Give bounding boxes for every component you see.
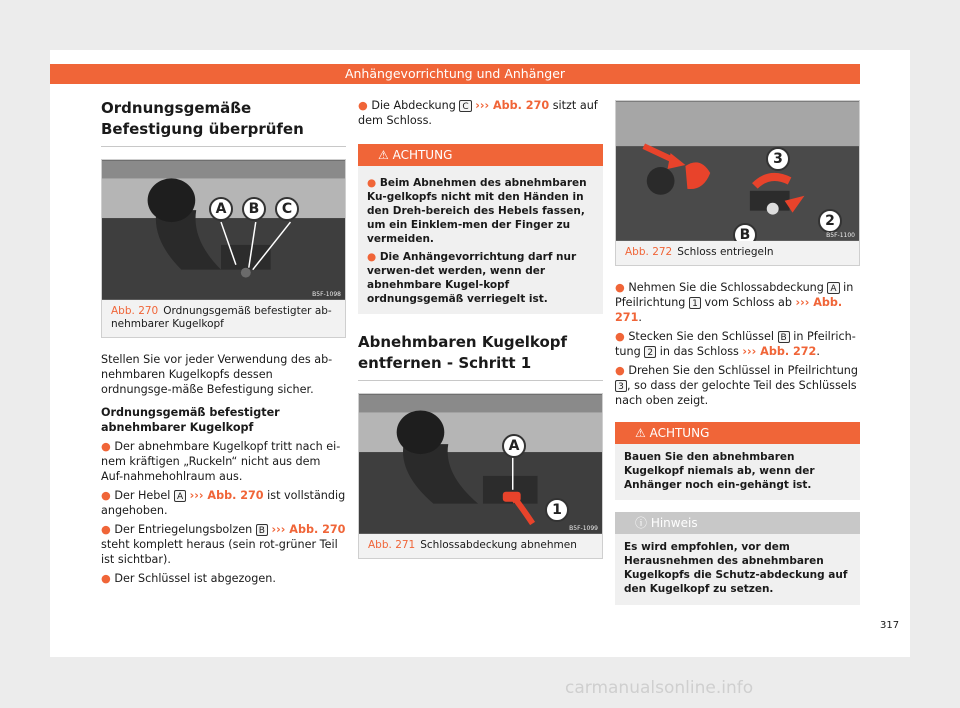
list-item-text: in das Schloss (659, 345, 739, 358)
bullet-icon: ● (101, 440, 115, 453)
divider (358, 380, 603, 381)
figure-code: B5F-1099 (569, 525, 598, 532)
figure-image (102, 160, 345, 300)
key-label: A (174, 490, 186, 502)
warning-box (615, 422, 860, 500)
arrow-icon: ››› (795, 296, 810, 309)
figure-272 (615, 100, 860, 266)
column-3 (615, 100, 860, 605)
figure-link-text: Abb. 272 (760, 345, 817, 358)
list-item (101, 488, 346, 518)
list-item-text: Stecken Sie den Schlüssel (628, 330, 774, 343)
list-item-text: Nehmen Sie die Schlossabdeckung (628, 281, 824, 294)
key-label: 2 (644, 346, 656, 358)
bullet-icon: ● (358, 99, 372, 112)
warning-header (615, 422, 860, 444)
list-item: ● Nehmen Sie die Schlossabdeckung A in Pfeilrichtung 1 vom Schloss ab ››› Abb. 271. (615, 281, 854, 324)
subheading: Ordnungsgemäß befestigter abnehmbarer Kugelkopf (101, 406, 280, 434)
list-item-text: steht komplett heraus (sein rot-grüner Teil ist sichtbar). (101, 538, 338, 566)
list-item-text: in Pfeilrichtung (615, 281, 854, 309)
callout-3: 3 (766, 147, 790, 171)
figure-271 (358, 393, 603, 559)
key-label: A (827, 282, 839, 294)
bullet-icon: ● (101, 523, 115, 536)
list-item-text: vom Schloss ab (704, 296, 792, 309)
figure-link[interactable] (190, 489, 264, 502)
bullet-icon: ● (367, 177, 380, 189)
key-label: 1 (689, 297, 701, 309)
figure-270 (101, 159, 346, 338)
figure-link-text: Abb. 270 (289, 523, 346, 536)
figure-caption (616, 241, 859, 265)
column-1 (101, 98, 346, 586)
chapter-banner: Anhängevorrichtung und Anhänger (50, 64, 860, 84)
figure-caption (359, 534, 602, 558)
warning-item (367, 176, 594, 246)
callout-a: A (209, 197, 233, 221)
towbar-illustration (102, 160, 345, 300)
list-item-text: Der Hebel (114, 489, 171, 502)
callout-b: B (242, 197, 266, 221)
bullet-icon: ● (615, 281, 629, 294)
section-title: Abnehmbaren Kugelkopf entfernen - Schritt 1 (358, 333, 568, 372)
figure-number: Abb. 271 (368, 539, 416, 551)
warning-body: Bauen Sie den abnehmbaren Kugelkopf niemals ab, wenn der Anhänger noch ein-gehängt ist. (624, 451, 815, 491)
list-item-text: Der Entriegelungsbolzen (114, 523, 253, 536)
bullet-icon: ● (615, 364, 629, 377)
bullet-icon: ● (101, 489, 115, 502)
list-item-text: Der Schlüssel ist abgezogen. (114, 572, 276, 585)
figure-link-text: Abb. 270 (207, 489, 264, 502)
list-item-text: Drehen Sie den Schlüssel in Pfeilrichtung (628, 364, 858, 377)
list-item: ● Stecken Sie den Schlüssel B in Pfeilrich-tung 2 in das Schloss ››› Abb. 272. (615, 330, 856, 358)
figure-code: B5F-1098 (312, 291, 341, 298)
info-icon: ⓘ (635, 516, 651, 530)
note-title: Hinweis (650, 516, 698, 530)
callout-1: 1 (545, 498, 569, 522)
note-box (615, 512, 860, 605)
key-label: B (256, 524, 268, 536)
callout-b: B (733, 223, 757, 241)
warning-title: ACHTUNG (392, 148, 453, 162)
watermark: carmanualsonline.info (565, 678, 754, 698)
page-number: 317 (880, 620, 900, 631)
list-item-text: sitzt auf dem Schloss. (358, 99, 598, 127)
warning-triangle-icon: ⚠ (635, 426, 650, 440)
arrow-icon: ››› (189, 489, 204, 502)
figure-number: Abb. 270 (111, 305, 159, 317)
list-item (615, 363, 860, 408)
section-title: Ordnungsgemäße Befestigung überprüfen (101, 99, 304, 138)
callout-a: A (502, 434, 526, 458)
figure-image (616, 101, 859, 241)
list-item (101, 522, 346, 567)
arrow-icon: ››› (742, 345, 757, 358)
warning-item (367, 250, 594, 306)
column-2 (358, 98, 603, 559)
warning-text: Die Anhängevorrichtung darf nur verwen-det werden, wenn der abnehmbare Kugel-kopf ordnungsgemäß verriegelt ist. (367, 251, 577, 305)
arrow-icon: ››› (271, 523, 286, 536)
list-item (358, 98, 603, 128)
figure-link-text: Abb. 270 (492, 99, 550, 112)
key-label: B (778, 331, 790, 343)
note-body: Es wird empfohlen, vor dem Herausnehmen des abnehmbaren Kugelkopfs die Schutz-abdeckung auf den Kugelkopf zu setzen. (624, 541, 848, 595)
list-item-text: ist vollständig angehoben. (101, 489, 346, 517)
figure-link-text: Abb. 271 (615, 296, 843, 324)
intro-text: Stellen Sie vor jeder Verwendung des ab-nehmbaren Kugelkopfs dessen ordnungsge-mäße Befestigung sicher. (101, 353, 333, 396)
warning-box (358, 144, 603, 314)
warning-title: ACHTUNG (649, 426, 710, 440)
list-item (101, 571, 346, 586)
caption-text: Schloss entriegeln (677, 246, 774, 258)
divider (101, 146, 346, 147)
figure-image (359, 394, 602, 534)
callout-2: 2 (818, 209, 842, 233)
figure-caption (102, 300, 345, 337)
key-label: C (459, 100, 471, 112)
key-label: 3 (615, 380, 627, 392)
figure-link[interactable] (475, 99, 549, 112)
figure-code: B5F-1100 (826, 232, 855, 239)
warning-text: Beim Abnehmen des abnehmbaren Ku-gelkopfs nicht mit den Händen in den Dreh-bereich des Hebels fassen, um ein Einklem-men der Finger zu vermeiden. (367, 177, 587, 245)
warning-body (358, 166, 603, 314)
list-item-text: Die Abdeckung (371, 99, 456, 112)
caption-text: Ordnungsgemäß befestigter ab-nehmbarer Kugelkopf (111, 305, 332, 330)
figure-number: Abb. 272 (625, 246, 673, 258)
figure-link[interactable] (742, 345, 816, 358)
list-item-text: Der abnehmbare Kugelkopf tritt nach ei-nem kräftigen „Ruckeln“ nicht aus dem Auf-nahmehohlraum aus. (101, 440, 341, 483)
caption-text: Schlossabdeckung abnehmen (420, 539, 577, 551)
list-item (101, 439, 346, 484)
bullet-icon: ● (101, 572, 115, 585)
callout-c: C (275, 197, 299, 221)
list-item-text: , so dass der gelochte Teil des Schlüssels nach oben zeigt. (615, 379, 857, 407)
arrow-icon: ››› (475, 99, 490, 112)
figure-link[interactable] (272, 523, 346, 536)
list-item-text: in Pfeilrich-tung (615, 330, 856, 358)
bullet-icon: ● (615, 330, 629, 343)
bullet-icon: ● (367, 251, 380, 263)
warning-header (358, 144, 603, 166)
warning-triangle-icon: ⚠ (378, 148, 393, 162)
note-header (615, 512, 860, 534)
